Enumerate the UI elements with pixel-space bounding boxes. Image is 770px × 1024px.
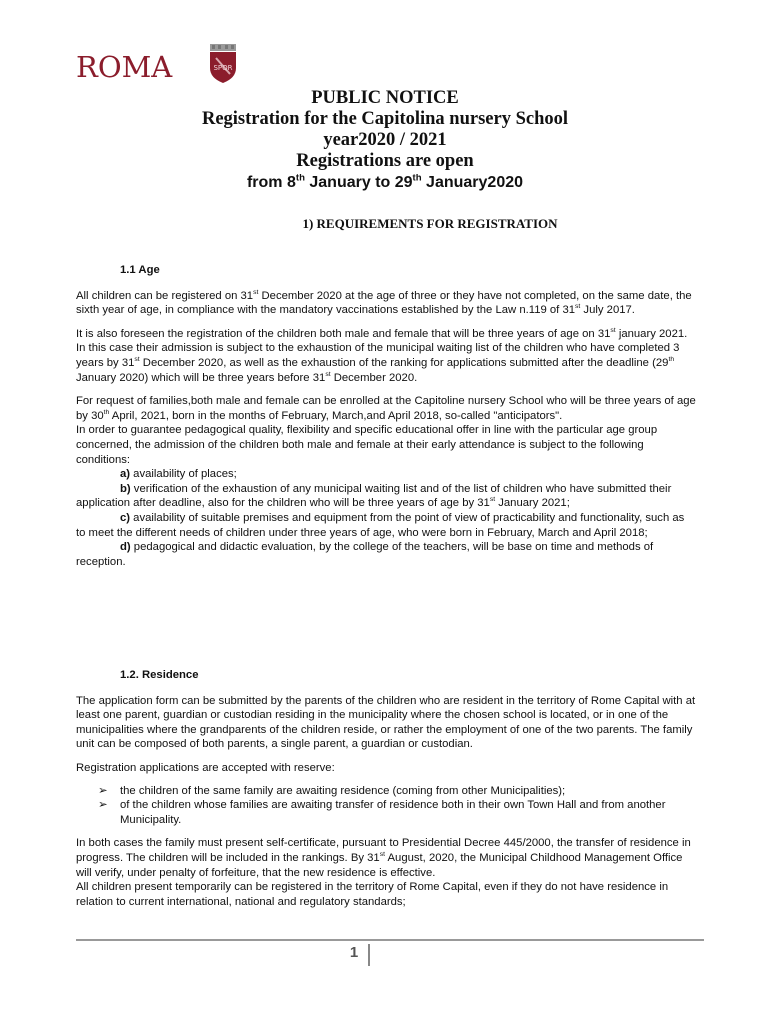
title-line-3: year2020 / 2021: [323, 130, 447, 150]
age-paragraph-2: It is also foreseen the registration of the children both male and female that will be three years of age on 31st january 2021. In this case their admission is subject to the exhaustion of the municipal waiting list of the children who have completed 3 years by 31st December 2020, as well as the exhaustion of the ranking for applications submitted after the deadline (29th January 2020) which will be three years before 31st December 2020.: [76, 327, 688, 384]
list-item: ➢ of the children whose families are awaiting transfer of residence both in their own Town Hall and from another Municipality.: [98, 799, 666, 826]
roma-shield-icon: [206, 44, 240, 84]
logo-text: ROMA: [76, 50, 173, 84]
notice-title: [0, 88, 770, 193]
age-paragraph-1: All children can be registered on 31st December 2020 at the age of three or they have not completed, on the same date, the sixth year of age, in compliance with the mandatory vaccinations established by the Law n.119 of 31st July 2017.: [76, 288, 692, 317]
residence-paragraph-1: The application form can be submitted by the parents of the children who are resident in the territory of Rome Capital with at least one parent, guardian or custodian residing in the municipality where the chosen school is located, or in one of the municipalities where the grandparents of the children reside, or rather the employment of one of the two parents. The family unit can be composed of both parents, a single parent, a guardian or custodian.: [76, 694, 696, 751]
reserve-list: [76, 784, 696, 828]
page-number: 1: [340, 944, 370, 966]
condition-c: c) availability of suitable premises and equipment from the point of view of practicability and functionality, such as to meet the different needs of children under three years of age, who were born in February, March and April 2018;: [76, 511, 685, 539]
section-heading-requirements: 1) REQUIREMENTS FOR REGISTRATION: [302, 216, 558, 231]
condition-d: d) pedagogical and didactic evaluation, by the college of the teachers, will be base on time and methods of reception.: [76, 541, 654, 568]
title-line-1: PUBLIC NOTICE: [311, 88, 459, 108]
arrow-bullet-icon: ➢: [98, 799, 108, 812]
residence-paragraph-3: In both cases the family must present self-certificate, pursuant to Presidential Decree 445/2000, the transfer of residence in progress. The children will be included in the rankings. By 31st August, 2020, the Municipal Childhood Management Office will verify, under penalty of forfeiture, that the new residence is effective.: [76, 837, 691, 879]
list-item: ➢ the children of the same family are awaiting residence (coming from other Municipalities);: [98, 784, 566, 797]
footer-divider: [76, 939, 704, 941]
condition-a: a) availability of places;: [120, 468, 237, 481]
age-section: [76, 263, 696, 569]
residence-heading: 1.2. Residence: [120, 669, 199, 681]
roma-logo: [76, 44, 246, 84]
title-line-4: Registrations are open: [296, 151, 474, 171]
residence-paragraph-4: All children present temporarily can be registered in the territory of Rome Capital, even if they do not have residence in relation to current international, national and regulatory standards;: [76, 881, 669, 908]
condition-b: b) verification of the exhaustion of any municipal waiting list and of the list of children who have submitted their application after deadline, also for the children who will be three years of age by 31st January 2021;: [76, 482, 672, 510]
arrow-bullet-icon: ➢: [98, 784, 108, 797]
title-line-5: from 8th January to 29th January2020: [246, 172, 524, 191]
age-paragraph-4: In order to guarantee pedagogical quality, flexibility and specific educational offer in line with the particular age group concerned, the admission of the children both male and female at their early attendance is subject to the following conditions:: [76, 424, 658, 466]
title-line-2: Registration for the Capitolina nursery School: [201, 109, 569, 129]
residence-paragraph-2: Registration applications are accepted with reserve:: [76, 761, 335, 774]
residence-section: [76, 668, 696, 909]
age-paragraph-3: For request of families,both male and female can be enrolled at the Capitoline nursery School who will be three years of age by 30th April, 2021, born in the months of February, March,and April 2018, so-called "anticipators".: [76, 395, 696, 422]
age-heading: 1.1 Age: [120, 264, 160, 276]
svg-text:SPQR: SPQR: [213, 64, 233, 72]
